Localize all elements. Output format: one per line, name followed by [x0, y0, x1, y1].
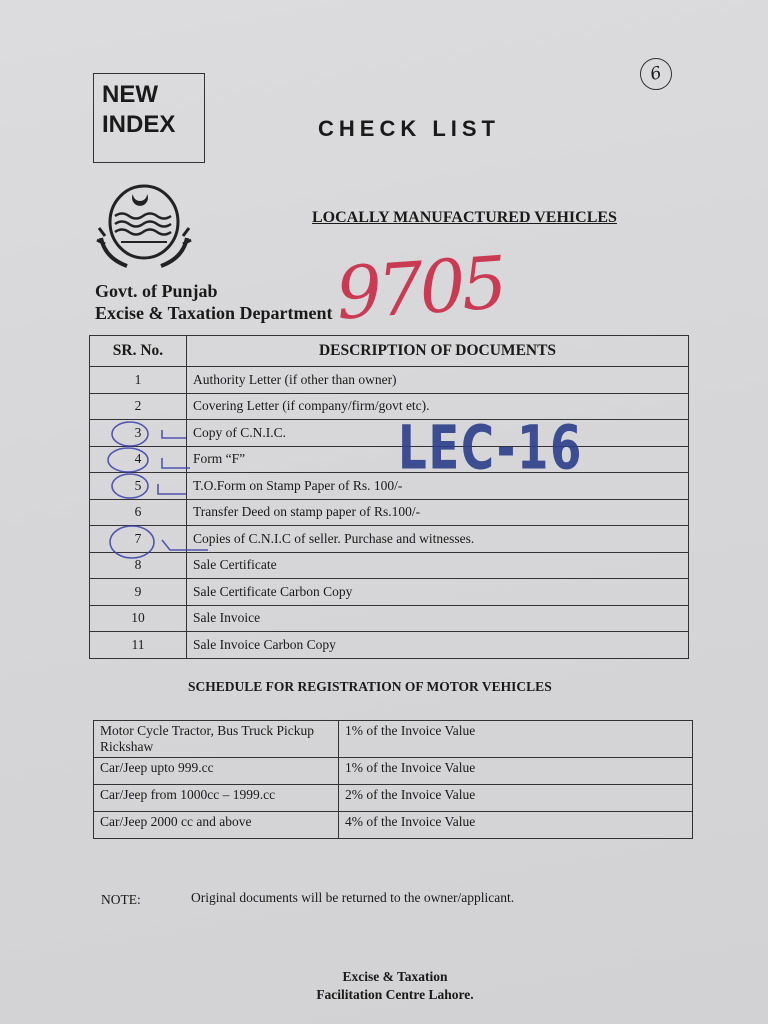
footer-line2: Facilitation Centre Lahore. [316, 987, 474, 1002]
vehicle-cell: Car/Jeep 2000 cc and above [94, 812, 339, 839]
footer-line1: Excise & Taxation [342, 969, 448, 984]
vehicle-cell: Motor Cycle Tractor, Bus Truck Pickup Rickshaw [94, 721, 339, 758]
rate-cell: 1% of the Invoice Value [339, 758, 693, 785]
schedule-title: SCHEDULE FOR REGISTRATION OF MOTOR VEHICLES [188, 679, 552, 694]
table-row [90, 526, 689, 553]
sr-cell: 1 [90, 367, 187, 394]
index-label-line1: NEW [102, 81, 158, 108]
description-cell: Transfer Deed on stamp paper of Rs.100/- [187, 499, 689, 526]
vehicle-cell: Car/Jeep from 1000cc – 1999.cc [94, 785, 339, 812]
rate-cell: 2% of the Invoice Value [339, 785, 693, 812]
table-row [90, 473, 689, 500]
schedule-table [93, 720, 693, 839]
table-row [90, 605, 689, 632]
table-row [90, 393, 689, 420]
table-row [94, 812, 693, 839]
sr-cell: 6 [90, 499, 187, 526]
table-row [90, 367, 689, 394]
sr-cell: 11 [90, 632, 187, 659]
index-label-line2: INDEX [102, 111, 176, 138]
column-header-sr: SR. No. [90, 336, 187, 367]
table-row [90, 552, 689, 579]
description-cell: Sale Invoice [187, 605, 689, 632]
table-row [94, 721, 693, 758]
sr-cell: 9 [90, 579, 187, 606]
vehicle-cell: Car/Jeep upto 999.cc [94, 758, 339, 785]
department-heading [95, 280, 333, 324]
table-row [90, 632, 689, 659]
table-row [94, 785, 693, 812]
sr-cell: 10 [90, 605, 187, 632]
new-index-box [93, 73, 205, 163]
punjab-emblem-icon [93, 178, 195, 272]
footer-signature [300, 968, 490, 1004]
note-label: NOTE: [101, 892, 141, 907]
description-cell: Copies of C.N.I.C of seller. Purchase and witnesses. [187, 526, 689, 553]
rate-cell: 1% of the Invoice Value [339, 721, 693, 758]
description-cell: Copy of C.N.I.C. [187, 420, 689, 447]
handwritten-page-number: 6 [636, 54, 675, 93]
department-line2: Excise & Taxation Department [95, 303, 333, 323]
description-cell: Authority Letter (if other than owner) [187, 367, 689, 394]
sr-cell: 5 [90, 473, 187, 500]
sr-cell: 7 [90, 526, 187, 553]
table-row [90, 446, 689, 473]
table-row [94, 758, 693, 785]
sr-cell: 3 [90, 420, 187, 447]
description-cell: T.O.Form on Stamp Paper of Rs. 100/- [187, 473, 689, 500]
description-cell: Sale Certificate [187, 552, 689, 579]
table-row [90, 499, 689, 526]
description-cell: Covering Letter (if company/firm/govt etc). [187, 393, 689, 420]
blue-stamp: LEC-16 [398, 412, 584, 484]
description-cell: Sale Invoice Carbon Copy [187, 632, 689, 659]
documents-table [89, 335, 689, 659]
description-cell: Form “F” [187, 446, 689, 473]
column-header-description: DESCRIPTION OF DOCUMENTS [187, 336, 689, 367]
documents-header-row [90, 336, 689, 367]
department-line1: Govt. of Punjab [95, 281, 218, 301]
sr-cell: 8 [90, 552, 187, 579]
page-title: CHECK LIST [318, 116, 500, 141]
table-row [90, 420, 689, 447]
handwritten-file-number: 9705 [333, 240, 506, 336]
page-subtitle: LOCALLY MANUFACTURED VEHICLES [312, 209, 617, 226]
sr-cell: 4 [90, 446, 187, 473]
description-cell: Sale Certificate Carbon Copy [187, 579, 689, 606]
table-row [90, 579, 689, 606]
rate-cell: 4% of the Invoice Value [339, 812, 693, 839]
sr-cell: 2 [90, 393, 187, 420]
note-text: Original documents will be returned to the owner/applicant. [191, 890, 515, 905]
